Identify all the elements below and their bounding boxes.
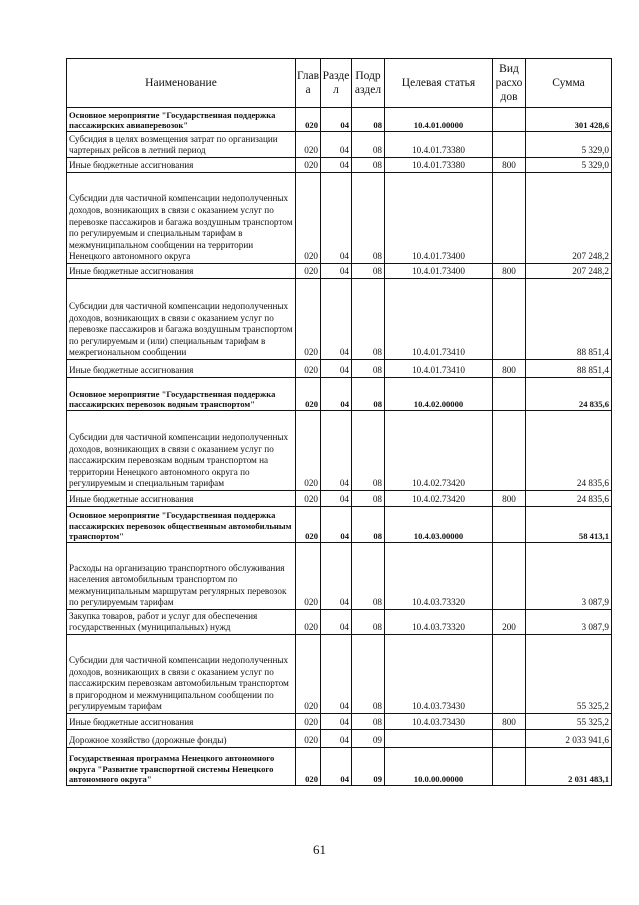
row-glava: 020	[296, 264, 321, 279]
row-sum: 55 325,2	[526, 714, 612, 730]
row-sum: 5 329,0	[526, 132, 612, 158]
header-name: Наименование	[67, 59, 296, 108]
row-podrazdel: 08	[352, 108, 385, 132]
row-vid	[493, 108, 526, 132]
row-sum: 24 835,6	[526, 491, 612, 507]
table-row	[67, 491, 612, 507]
table-row	[67, 264, 612, 279]
row-glava: 020	[296, 610, 321, 635]
row-target: 10.4.02.73420	[385, 411, 493, 491]
row-sum: 301 428,6	[526, 108, 612, 132]
row-podrazdel: 08	[352, 378, 385, 411]
row-vid: 800	[493, 264, 526, 279]
table-row	[67, 748, 612, 786]
row-razdel: 04	[321, 264, 352, 279]
row-name: Иные бюджетные ассигнования	[67, 360, 296, 378]
row-name: Государственная программа Ненецкого автономного округа "Развитие транспортной системы Ненецкого автономного округа"	[67, 748, 296, 786]
row-glava: 020	[296, 132, 321, 158]
row-podrazdel: 08	[352, 264, 385, 279]
row-vid	[493, 279, 526, 360]
table-row	[67, 543, 612, 610]
row-name: Дорожное хозяйство (дорожные фонды)	[67, 730, 296, 748]
header-razdel: Разде л	[321, 59, 352, 108]
row-target: 10.4.01.73380	[385, 158, 493, 173]
row-vid: 800	[493, 491, 526, 507]
row-glava: 020	[296, 543, 321, 610]
row-podrazdel: 08	[352, 714, 385, 730]
row-name: Основное мероприятие "Государственная поддержка пассажирских перевозок общественным автомобильным транспортом"	[67, 507, 296, 543]
row-target: 10.4.03.73430	[385, 714, 493, 730]
header-vid: Вид расхо дов	[493, 59, 526, 108]
header-sum: Сумма	[526, 59, 612, 108]
row-glava: 020	[296, 411, 321, 491]
row-name: Расходы на организацию транспортного обслуживания населения автомобильным транспортом по межмуниципальным маршрутам регулярных перевозок по регулируемым тарифам	[67, 543, 296, 610]
row-vid	[493, 132, 526, 158]
row-glava: 020	[296, 173, 321, 264]
row-glava: 020	[296, 730, 321, 748]
row-podrazdel: 08	[352, 158, 385, 173]
row-razdel: 04	[321, 635, 352, 714]
row-razdel: 04	[321, 360, 352, 378]
row-target: 10.4.01.73380	[385, 132, 493, 158]
table-row	[67, 378, 612, 411]
row-name: Основное мероприятие "Государственная поддержка пассажирских авиаперевозок"	[67, 108, 296, 132]
row-sum: 88 851,4	[526, 360, 612, 378]
row-vid	[493, 173, 526, 264]
row-vid	[493, 378, 526, 411]
row-name: Иные бюджетные ассигнования	[67, 491, 296, 507]
row-name: Субсидии для частичной компенсации недополученных доходов, возникающих в связи с оказанием услуг по перевозке пассажиров и багажа воздушным транспортом по регулируемым и специальным тарифам в межмуниципальном сообщении на территории Ненецкого автономного округа	[67, 173, 296, 264]
row-sum: 2 033 941,6	[526, 730, 612, 748]
table-row	[67, 635, 612, 714]
row-sum: 55 325,2	[526, 635, 612, 714]
row-podrazdel: 08	[352, 491, 385, 507]
row-sum: 5 329,0	[526, 158, 612, 173]
row-target: 10.4.01.73400	[385, 173, 493, 264]
row-vid	[493, 748, 526, 786]
row-razdel: 04	[321, 158, 352, 173]
table-row	[67, 132, 612, 158]
row-name: Основное мероприятие "Государственная поддержка пассажирских перевозок водным транспортом"	[67, 378, 296, 411]
row-target: 10.4.01.73410	[385, 360, 493, 378]
row-name: Закупка товаров, работ и услуг для обеспечения государственных (муниципальных) нужд	[67, 610, 296, 635]
table-header-row	[67, 59, 612, 108]
row-sum: 24 835,6	[526, 378, 612, 411]
row-glava: 020	[296, 491, 321, 507]
row-vid: 200	[493, 610, 526, 635]
row-podrazdel: 08	[352, 132, 385, 158]
row-razdel: 04	[321, 543, 352, 610]
row-sum: 207 248,2	[526, 173, 612, 264]
row-vid: 800	[493, 360, 526, 378]
header-glava: Глав а	[296, 59, 321, 108]
row-glava: 020	[296, 748, 321, 786]
row-vid: 800	[493, 714, 526, 730]
row-name: Субсидии для частичной компенсации недополученных доходов, возникающих в связи с оказанием услуг по пассажирским перевозкам водным транспортом на территории Ненецкого автономного округа по регулируемым и специальным тарифам	[67, 411, 296, 491]
row-name: Субсидии для частичной компенсации недополученных доходов, возникающих в связи с оказанием услуг по перевозке пассажиров и багажа воздушным транспортом по регулируемым и (или) специальным тарифам в межрегиональном сообщении	[67, 279, 296, 360]
row-name: Субсидия в целях возмещения затрат по организации чартерных рейсов в летний период	[67, 132, 296, 158]
row-target: 10.4.01.73410	[385, 279, 493, 360]
row-target: 10.4.02.73420	[385, 491, 493, 507]
row-vid: 800	[493, 158, 526, 173]
row-target: 10.4.01.73400	[385, 264, 493, 279]
table-row	[67, 173, 612, 264]
row-target: 10.4.03.73320	[385, 610, 493, 635]
row-target: 10.4.01.00000	[385, 108, 493, 132]
table-row	[67, 360, 612, 378]
table-row	[67, 158, 612, 173]
table-row	[67, 279, 612, 360]
row-podrazdel: 08	[352, 610, 385, 635]
row-glava: 020	[296, 360, 321, 378]
row-target	[385, 730, 493, 748]
row-razdel: 04	[321, 507, 352, 543]
row-razdel: 04	[321, 610, 352, 635]
row-razdel: 04	[321, 132, 352, 158]
row-target: 10.4.03.73320	[385, 543, 493, 610]
row-vid	[493, 635, 526, 714]
row-glava: 020	[296, 378, 321, 411]
table-row	[67, 730, 612, 748]
row-podrazdel: 09	[352, 730, 385, 748]
row-sum: 58 413,1	[526, 507, 612, 543]
row-razdel: 04	[321, 714, 352, 730]
row-vid	[493, 730, 526, 748]
row-podrazdel: 08	[352, 279, 385, 360]
row-glava: 020	[296, 108, 321, 132]
row-podrazdel: 08	[352, 635, 385, 714]
row-sum: 24 835,6	[526, 411, 612, 491]
page-number: 61	[313, 842, 326, 857]
header-podrazdel: Подр аздел	[352, 59, 385, 108]
row-sum: 3 087,9	[526, 610, 612, 635]
row-podrazdel: 08	[352, 411, 385, 491]
row-sum: 3 087,9	[526, 543, 612, 610]
row-name: Субсидии для частичной компенсации недополученных доходов, возникающих в связи с оказанием услуг по пассажирским перевозкам автомобильным транспортом в пригородном и межмуниципальном сообщении по регулируемым тарифам	[67, 635, 296, 714]
row-razdel: 04	[321, 748, 352, 786]
row-target: 10.0.00.00000	[385, 748, 493, 786]
table-row	[67, 714, 612, 730]
row-vid	[493, 507, 526, 543]
row-target: 10.4.02.00000	[385, 378, 493, 411]
table-row	[67, 507, 612, 543]
row-podrazdel: 08	[352, 543, 385, 610]
row-glava: 020	[296, 714, 321, 730]
row-sum: 2 031 483,1	[526, 748, 612, 786]
table-row	[67, 108, 612, 132]
row-podrazdel: 08	[352, 173, 385, 264]
row-target: 10.4.03.00000	[385, 507, 493, 543]
row-sum: 207 248,2	[526, 264, 612, 279]
row-razdel: 04	[321, 173, 352, 264]
row-podrazdel: 09	[352, 748, 385, 786]
row-name: Иные бюджетные ассигнования	[67, 158, 296, 173]
row-vid	[493, 411, 526, 491]
row-name: Иные бюджетные ассигнования	[67, 264, 296, 279]
row-razdel: 04	[321, 378, 352, 411]
row-podrazdel: 08	[352, 507, 385, 543]
row-razdel: 04	[321, 411, 352, 491]
row-name: Иные бюджетные ассигнования	[67, 714, 296, 730]
row-razdel: 04	[321, 491, 352, 507]
row-sum: 88 851,4	[526, 279, 612, 360]
table-row	[67, 610, 612, 635]
row-razdel: 04	[321, 730, 352, 748]
row-glava: 020	[296, 507, 321, 543]
row-podrazdel: 08	[352, 360, 385, 378]
row-glava: 020	[296, 635, 321, 714]
row-target: 10.4.03.73430	[385, 635, 493, 714]
row-glava: 020	[296, 279, 321, 360]
row-razdel: 04	[321, 108, 352, 132]
row-razdel: 04	[321, 279, 352, 360]
row-glava: 020	[296, 158, 321, 173]
table-row	[67, 411, 612, 491]
budget-table	[66, 58, 612, 786]
table-body	[67, 108, 612, 786]
row-vid	[493, 543, 526, 610]
header-target: Целевая статья	[385, 59, 493, 108]
